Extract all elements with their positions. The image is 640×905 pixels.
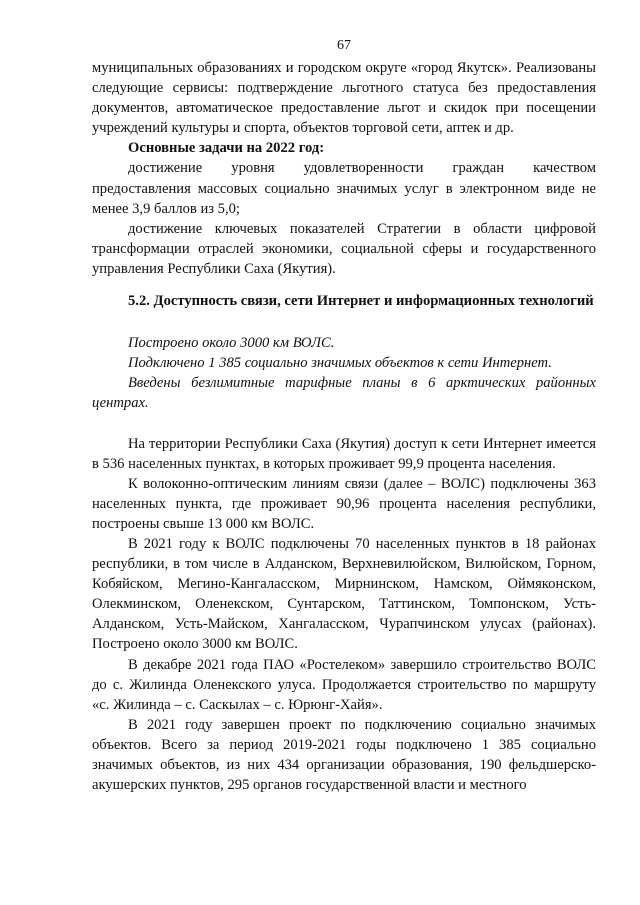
highlight-item-1: Построено около 3000 км ВОЛС. xyxy=(128,335,335,352)
spacer xyxy=(92,414,596,434)
highlight-item-2: Подключено 1 385 социально значимых объектов к сети Интернет. xyxy=(128,355,552,372)
highlight-item-3: Введены безлимитные тарифные планы в 6 арктических районных центрах. xyxy=(92,375,596,412)
body-paragraph-4: В декабре 2021 года ПАО «Ростелеком» завершило строительство ВОЛС до с. Жилинда Оленекского улуса. Продолжается строительство по маршруту «с. Жилинда – с. Саскылах – с. Юрюнг-Хайя». xyxy=(92,656,596,713)
intro-paragraph: муниципальных образованиях и городском округе «город Якутск». Реализованы следующие сервисы: подтверждение льготного статуса без предоставления документов, автоматическое предоставление льгот и скидок при посещении учреждений культуры и спорта, объектов торговой сети, аптек и др. xyxy=(92,60,596,137)
section-heading: 5.2. Доступность связи, сети Интернет и информационных технологий xyxy=(128,293,594,310)
section-highlights xyxy=(92,333,596,413)
task-item-2: достижение ключевых показателей Стратегии в области цифровой трансформации отраслей экономики, социальной сферы и государственного управления Республики Саха (Якутия). xyxy=(92,220,596,277)
body-paragraph-5: В 2021 году завершен проект по подключению социально значимых объектов. Всего за период 2019-2021 годы подключено 1 385 социально значимых объектов, из них 434 организации образования, 190 фельдшерско-акушерских пунктов, 295 органов государственной власти и местного xyxy=(92,716,596,794)
page-number: 67 xyxy=(337,38,351,53)
body-paragraph-1: На территории Республики Саха (Якутия) доступ к сети Интернет имеется в 536 населенных пунктах, в которых проживает 99,9 процента населения. xyxy=(92,435,596,472)
page-content xyxy=(92,58,596,795)
body-paragraph-3: В 2021 году к ВОЛС подключены 70 населенных пунктов в 18 районах республики, в том числе в Алданском, Верхневилюйском, Вилюйском, Горном, Кобяйском, Мегино-Кангаласском, Мирнинском, Намском, Оймяконском, Олекминском, Оленекском, Сунтарском, Таттинском, Томпонском, Усть-Алданском, Усть-Майском, Хангаласском, Чурапчинском улусах (районах). Построено около 3000 км ВОЛС. xyxy=(92,535,596,653)
body-paragraph-2: К волоконно-оптическим линиям связи (далее – ВОЛС) подключены 363 населенных пункта, где проживает 90,96 процента населения республики, построены свыше 13 000 км ВОЛС. xyxy=(92,475,596,532)
tasks-heading: Основные задачи на 2022 год: xyxy=(128,140,325,157)
task-item-1: достижение уровня удовлетворенности граждан качеством предоставления массовых социально значимых услуг в электронном виде не менее 3,9 баллов из 5,0; xyxy=(92,160,596,217)
document-page xyxy=(92,0,596,905)
